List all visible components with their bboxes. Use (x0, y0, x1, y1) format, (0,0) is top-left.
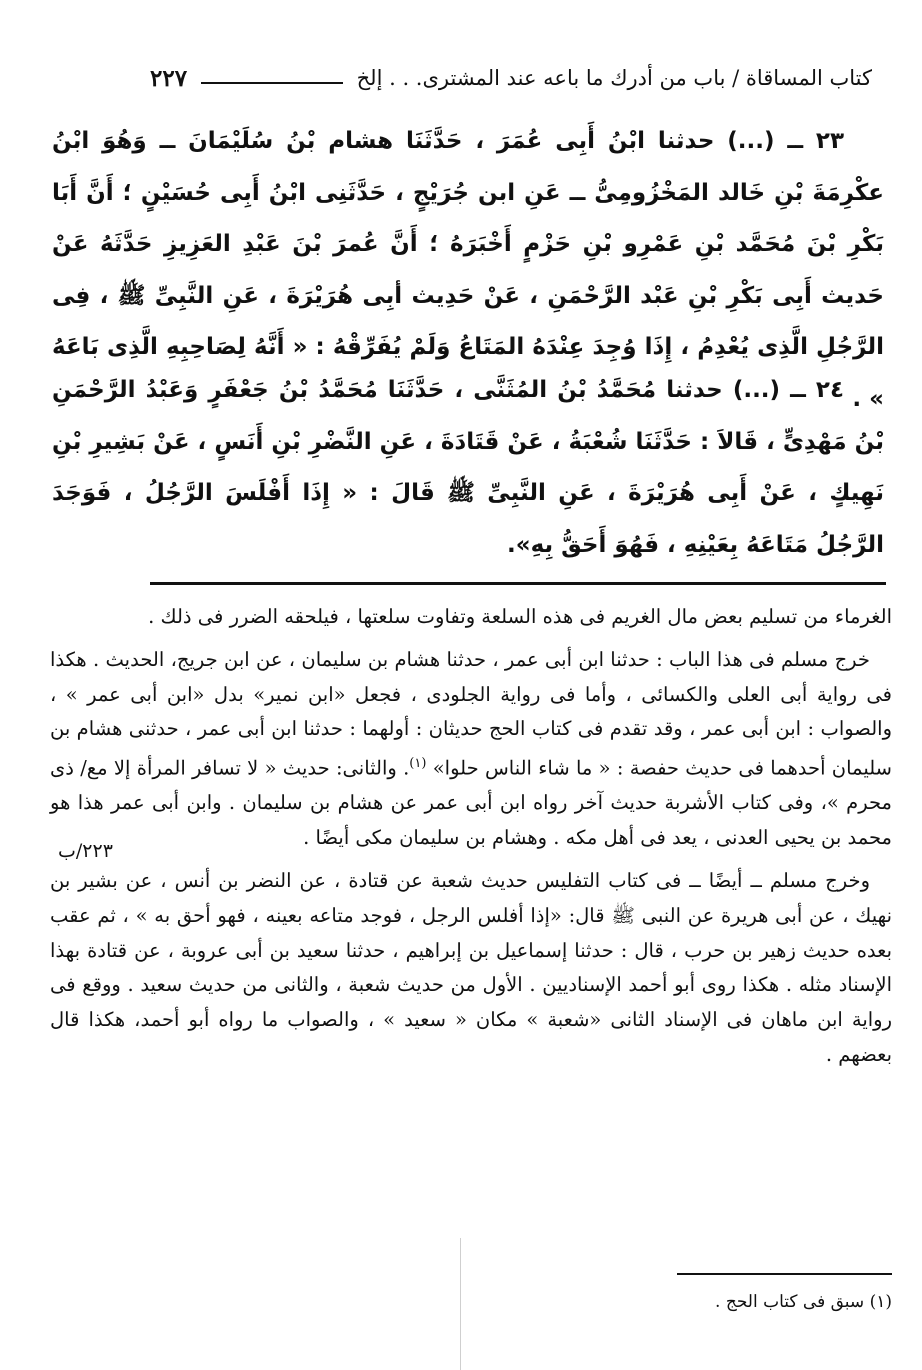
header-title: كتاب المساقاة / باب من أدرك ما باعه عند المشترى. . . إلخ (356, 66, 872, 90)
text-commentary-separator (150, 582, 886, 585)
commentary-paragraph-1: الغرماء من تسليم بعض مال الغريم فى هذه السلعة وتفاوت سلعتها ، فيلحقه الضرر فى ذلك . (148, 605, 892, 628)
footnote-separator (677, 1273, 892, 1275)
hadith-24 (52, 365, 884, 571)
running-header (150, 58, 872, 98)
commentary-paragraph-2-part-1: خرج مسلم فى هذا الباب : حدثنا ابن أبى عمر ، حدثنا هشام بن سليمان ، عن ابن جريج، الحديث . هكذا فى رواية أبى العلى والكسائى ، وأما فى رواية الجلودى ، فجعل «ابن نمير» بدل «ابن أبى عمر » ، والصواب : ابن أبى عمر ، وقد تقدم فى كتاب الحج حديثان : أولهما : حدثنا ابن أبى عمر ، حدثنى هشام بن سليمان أحدهما فى حديث حفصة : « ما شاء الناس حلوا» (50, 647, 892, 780)
commentary-paragraph-2-part-2: . والثانى: حديث « لا تسافر المرأة إلا مع/ ذى محرم »، وفى كتاب الأشربة حديث آخر رواه ابن أبى عمر عن هشام بن سليمان . وابن أبى عمر هذا هو محمد بن يحيى العدنى ، يعد فى أهل مكه . وهشام بن سليمان مكى أيضًا . (50, 756, 892, 850)
footnote-reference[interactable]: (١) (409, 756, 427, 772)
commentary (50, 600, 892, 1081)
hadith-24-text: ٢٤ ــ (...) حدثنا مُحَمَّدُ بْنُ المُثَنَّى ، حَدَّثَنَا مُحَمَّدُ بْنُ جَعْفَرٍ وَعَبْدُ الرَّحْمَنِ بْنُ مَهْدِىٍّ ، قَالاَ : حَدَّثَنَا شُعْبَةُ ، عَنْ قَتَادَةَ ، عَنِ النَّضْرِ بْنِ أَنَسٍ ، عَنْ بَشِيرِ بْنِ نَهِيكٍ ، عَنْ أَبِى هُرَيْرَةَ ، عَنِ النَّبِىِّ ﷺ قَالَ : « إِذَا أَفْلَسَ الرَّجُلُ ، فَوَجَدَ الرَّجُلُ مَتَاعَهُ بِعَيْنِهِ ، فَهُوَ أَحَقُّ بِهِ». (52, 377, 884, 558)
commentary-paragraph-3: وخرج مسلم ــ أيضًا ــ فى كتاب التفليس حديث شعبة عن قتادة ، عن النضر بن أنس ، عن بشير بن نهيك ، عن أبى هريرة عن النبى ﷺ قال: «إذا أفلس الرجل ، فوجد متاعه بعينه ، فهو أحق به » ، ثم عقب بعده حديث زهير بن حرب ، قال : حدثنا إسماعيل بن إبراهيم ، حدثنا سعيد بن أبى عروبة ، عن قتادة بهذا الإسناد مثله . هكذا روى أبو أحمد الإسناديين . الأول من حديث شعبة ، والثانى من حديث سعيد . ووقع فى رواية ابن ماهان فى الإسناد الثانى «شعبة » مكان « سعيد » ، والصواب ما رواه أبو أحمد، هكذا قال بعضهم . (50, 869, 892, 1067)
header-rule (201, 82, 343, 84)
page-number: ٢٢٧ (150, 64, 188, 92)
commentary-paragraph-2 (50, 643, 892, 856)
footnote: (١) سبق فى كتاب الحج . (715, 1292, 892, 1312)
manuscript-folio-marker: ٢٢٣/ب (58, 840, 113, 862)
hadith-23-text: ٢٣ ــ (...) حدثنا ابْنُ أَبِى عُمَرَ ، حَدَّثَنَا هشام بْنُ سُلَيْمَانَ ــ وَهُوَ ابْنُ عكْرِمَةَ بْنِ خَالد المَخْزُومِىُّ ــ عَنِ ابن جُرَيْجٍ ، حَدَّثَنِى ابْنُ أَبِى حُسَيْنٍ ؛ أَنَّ أَبَا بَكْرِ بْنَ مُحَمَّد بْنِ عَمْرِو بْنِ حَزْمٍ أَخْبَرَهُ ؛ أَنَّ عُمرَ بْنَ عَبْدِ العَزِيزِ حَدَّثَهُ عَنْ حَديث أَبِى بَكْرِ بْنِ عَبْد الرَّحْمَنِ ، عَنْ حَدِيث أبِى هُرَيْرَةَ ، عَنِ النَّبِىِّ ﷺ ، فِى الرَّجُلِ الَّذِى يُعْدِمُ ، إِذَا وُجِدَ عِنْدَهُ المَتَاعُ وَلَمْ يُفَرِّقْهُ : « أَنَّهُ لِصَاحِبِهِ الَّذِى بَاعَهُ » . (52, 128, 884, 412)
scan-gutter-line (460, 1238, 461, 1370)
